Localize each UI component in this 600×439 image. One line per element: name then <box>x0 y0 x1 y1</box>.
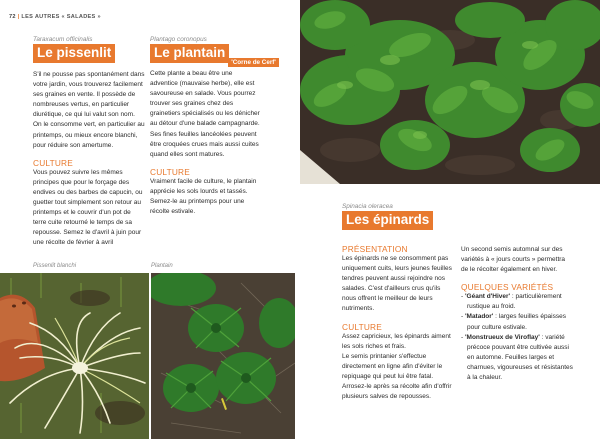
variety-item: - 'Géant d'Hiver' : particulièrement rustique au froid. <box>461 293 562 311</box>
variety-desc: : variété précoce pouvant être cultivée aussi en automne. Feuilles larges et charnues, vigoureuses et résistantes à la chaleur. <box>467 333 573 382</box>
header-separator: | <box>17 14 20 20</box>
epinards-presentation-text: Les épinards ne se consomment pas uniquement cuits, leurs jeunes feuilles tendres peuvent aussi rejoindre nos salades. C'est d'ailleurs crus qu'ils nous offrent le meilleur de leurs nutriments. <box>342 255 452 313</box>
variety-name: 'Monstrueux de Viroflay' <box>464 333 540 341</box>
plantain-variety-tag: 'Corne de Cerf' <box>228 58 279 67</box>
variety-desc: : particulièrement rustique au froid. <box>467 293 562 311</box>
pissenlit-latin-name: Taraxacum officinalis <box>33 36 93 43</box>
epinards-culture-heading: CULTURE <box>342 321 382 332</box>
epinards-culture-text-2: Le semis printanier s'effectue directement en ligne afin d'éviter le repiquage qui peut lui être fatal. Arrosez-le après sa récolte afin d'offrir plusieurs salves de repousses. <box>342 352 452 401</box>
epinards-title: Les épinards <box>342 211 433 230</box>
epinards-header <box>342 203 462 230</box>
variety-name: 'Géant d'Hiver' <box>464 293 511 301</box>
epinards-second-sowing: Un second semis automnal sur des variétés à « jours courts » permettra de le récolter également en hiver. <box>461 246 566 274</box>
plantain-article <box>150 36 290 217</box>
pissenlit-culture-text: Vous pouvez suivre les mêmes principes que pour le forçage des endives ou des barbes de capucin, ou guetter tout simplement son retour au printemps et le couvrir d'un pot de terre cuite retourné le temps de sa repousse. Semez le d'avril à juin pour une récolte de février à avril <box>33 168 143 247</box>
epinards-column-1 <box>342 244 456 402</box>
pissenlit-intro: S'il ne pousse pas spontanément dans votre jardin, vous trouverez facilement ses graines en vente. Il possède de nombreuses vertus, en particulier diurétique, ce qui lui valut son nom. On le consomme vert, en particulier au printemps, ou mieux encore blanchi, pour réduire son amertume. <box>33 71 145 149</box>
spinach-bed-image <box>300 0 600 184</box>
spinach-photo <box>300 0 600 184</box>
plantain-plants-image <box>151 273 295 439</box>
variety-item: - 'Monstrueux de Viroflay' : variété précoce pouvant être cultivée aussi en automne. Feuilles larges et charnues, vigoureuses et résistantes à la chaleur. <box>461 333 573 382</box>
running-header <box>9 14 101 20</box>
plantain-intro-2: Ses fines feuilles lancéolées peuvent être croquées crues mais aussi cuites quand elles sont matures. <box>150 130 259 158</box>
pissenlit-photo-caption: Pissenlit blanchi <box>33 263 77 269</box>
epinards-varieties-heading: QUELQUES VARIÉTÉS <box>461 282 554 293</box>
blanched-dandelion-image <box>0 273 149 439</box>
variety-name: 'Matador' <box>464 313 494 321</box>
pissenlit-article <box>33 36 145 249</box>
page-number: 72 <box>9 14 16 20</box>
pissenlit-photo <box>0 273 149 439</box>
pissenlit-culture-heading: CULTURE <box>33 157 73 168</box>
plantain-latin-name: Plantago coronopus <box>150 36 207 43</box>
section-title: LES AUTRES « SALADES » <box>21 14 101 20</box>
variety-item: - 'Matador' : larges feuilles épaisses pour culture estivale. <box>461 313 566 331</box>
epinards-latin-name: Spinacia oleracea <box>342 203 393 210</box>
epinards-presentation-heading: PRÉSENTATION <box>342 244 408 254</box>
plantain-title: Le plantain <box>150 44 229 63</box>
plantain-culture-text: Vraiment facile de culture, le plantain apprécie les sols lourds et tassés. Semez-le au printemps pour une récolte estivale. <box>150 177 257 216</box>
pissenlit-title: Le pissenlit <box>33 44 115 63</box>
plantain-intro-1: Cette plante a beau être une adventice (mauvaise herbe), elle est savoureuse en salade. Vous pourrez trouver ses graines chez des grainetiers spécialisés ou les dénicher au détour d'une balade campagnarde. <box>150 70 260 128</box>
plantain-culture-heading: CULTURE <box>150 166 190 177</box>
epinards-culture-text-1: Assez capricieux, les épinards aiment les sols riches et frais. <box>342 332 451 350</box>
epinards-column-2 <box>461 245 573 383</box>
plantain-photo <box>151 273 295 439</box>
variety-desc: : larges feuilles épaisses pour culture estivale. <box>467 313 566 331</box>
plantain-photo-caption: Plantain <box>151 263 173 269</box>
epinards-varieties-list <box>461 292 573 383</box>
